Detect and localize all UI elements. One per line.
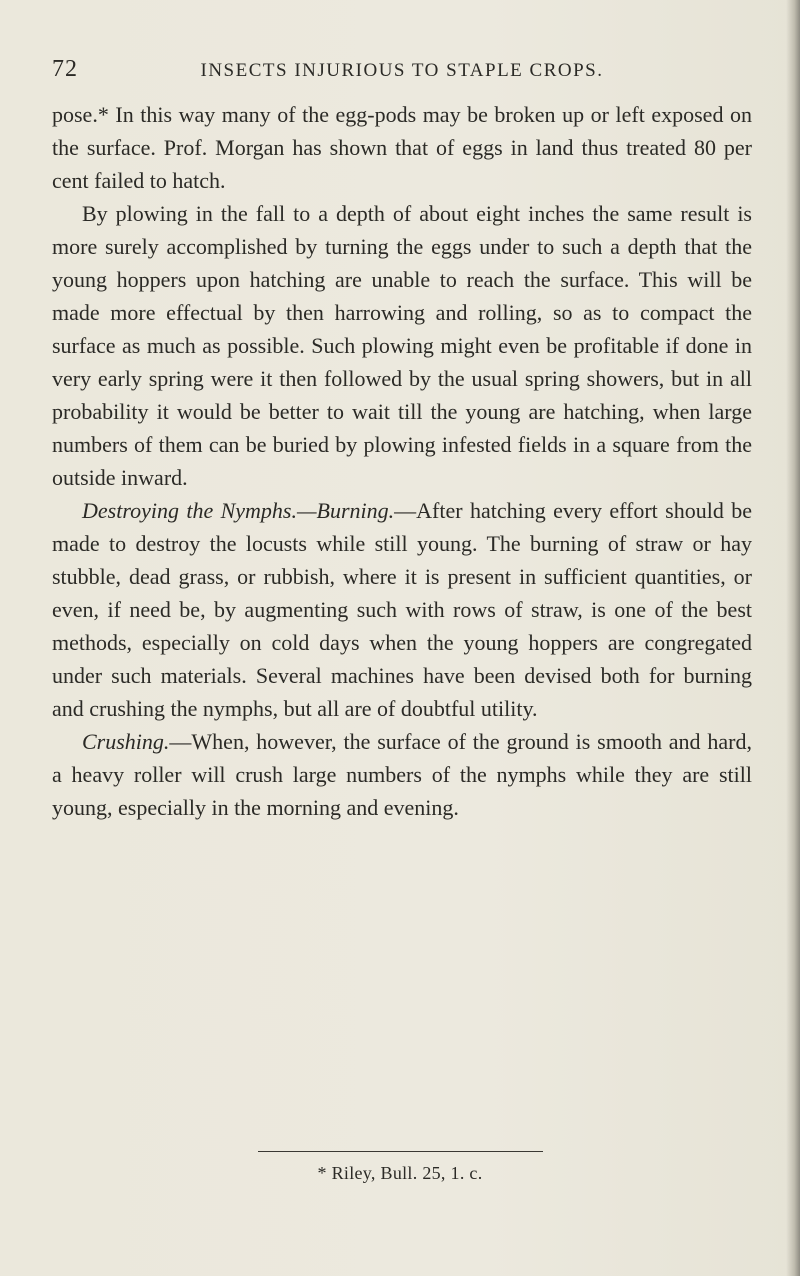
footnote-rule <box>258 1151 543 1152</box>
paragraph-burning <box>52 494 752 725</box>
page-header <box>52 56 752 92</box>
paragraph-burning-text: —After hatching every effort should be made to destroy the locusts while still young. The burning of straw or hay stubble, dead grass, or rubbish, where it is present in sufficient quantities, or even, if need be, by augmenting such with rows of straw, is one of the best methods, especially on cold days when the young hoppers are congregated under such materials. Several machines have been devised both for burning and crushing the nymphs, but all are of doubtful utility. <box>52 498 752 721</box>
paragraph-continuation: pose.* In this way many of the egg-pods may be broken up or left exposed on the surface. Prof. Morgan has shown that of eggs in land thus treated 80 per cent failed to hatch. <box>52 102 752 193</box>
sidehead-crushing: Crushing. <box>82 729 170 754</box>
paragraph-crushing <box>52 725 752 824</box>
body-text <box>52 98 752 824</box>
paragraph-crushing-text: —When, however, the surface of the ground is smooth and hard, a heavy roller will crush large numbers of the nymphs while they are still young, especially in the morning and evening. <box>52 729 752 820</box>
paragraph-fall-plowing: By plowing in the fall to a depth of about eight inches the same result is more surely accomplished by turning the eggs under to such a depth that the young hoppers upon hatching are unable to reach the surface. This will be made more effectual by then harrowing and rolling, so as to compact the surface as much as possible. Such plowing might even be profitable if done in very early spring were it then followed by the usual spring showers, but in all probability it would be better to wait till the young are hatching, when large numbers of them can be buried by plowing infested fields in a square from the outside inward. <box>52 201 752 490</box>
sidehead-destroying-nymphs: Destroying the Nymphs.—Burning. <box>82 498 395 523</box>
page-edge-shadow <box>786 0 800 1276</box>
page-number: 72 <box>52 56 78 82</box>
footnote: * Riley, Bull. 25, 1. c. <box>317 1163 483 1183</box>
running-head: INSECTS INJURIOUS TO STAPLE CROPS. <box>200 60 604 81</box>
